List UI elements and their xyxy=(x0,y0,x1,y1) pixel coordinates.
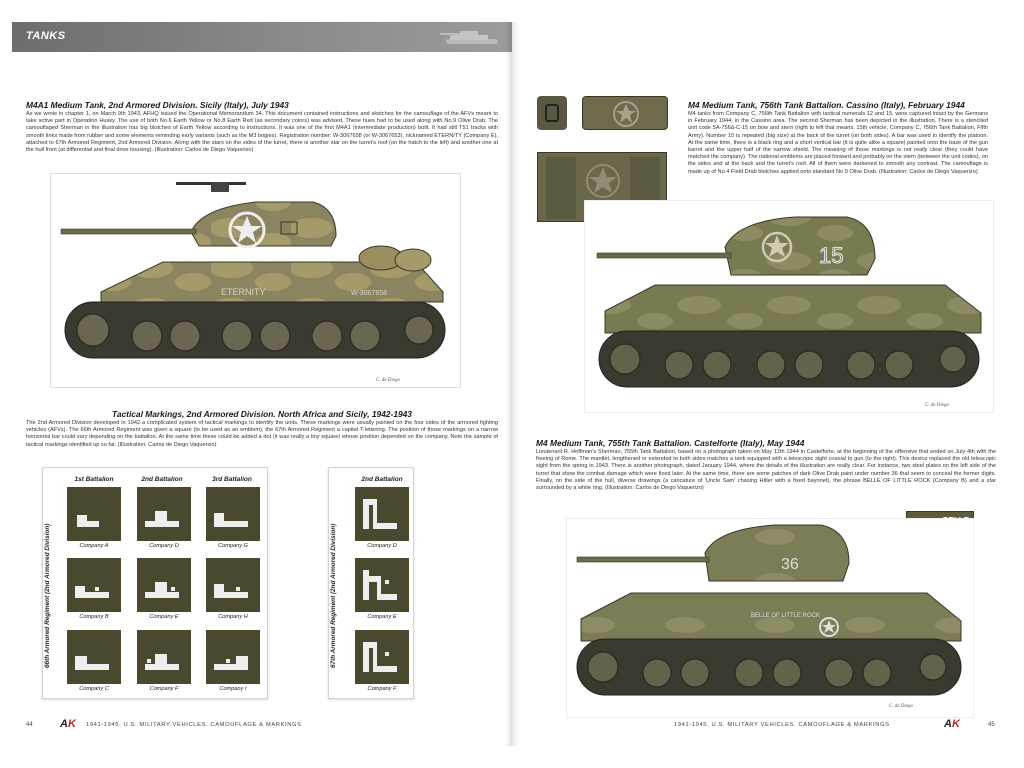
marking-square-1st-bn xyxy=(67,487,121,541)
illustrator-signature: C. de Diego xyxy=(888,704,913,709)
battalion-header: 3rd Battalion xyxy=(212,476,252,483)
company-label: Company F xyxy=(367,686,397,692)
battalion-header: 2nd Battalion xyxy=(141,476,183,483)
ak-logo: AK xyxy=(60,718,76,730)
company-label: Company E xyxy=(149,614,179,620)
marking-square-2nd-bn xyxy=(137,558,191,612)
battalion-header: 2nd Battalion xyxy=(361,476,403,483)
regiment-label-66th: 66th Armored Regiment (2nd Armored Division) xyxy=(44,523,51,668)
article-title: M4A1 Medium Tank, 2nd Armored Division. Sicily (Italy), July 1943 xyxy=(26,100,289,110)
spine-gutter xyxy=(505,22,519,746)
illustrator-signature: C. de Diego xyxy=(924,403,949,408)
company-label: Company A xyxy=(79,543,109,549)
company-label: Company I xyxy=(219,686,247,692)
article-title: M4 Medium Tank, 756th Tank Battalion. Cassino (Italy), February 1944 xyxy=(688,100,965,110)
article-body: Lieutenant R. Hoffman's Sherman, 755th Tank Battalion, based on a photograph taken on May 12th 1944 in Castelforte, at the beginning of the offensive that ended on July 4th with the freeing of Rome. The mantlet, lengthened or extended to both sides matches a tank equipped with a telescopic sight coaxial to gun (to the right). This device replaced the old telescopic sight from the spring in 1943. There is another photograph, dated January 1944, where the details of the illustration are really clear. For instance, two steel plates on the left side of the turret that show the combat damage which were fixed later. At the same time, there are some patches of dark Olive Drab paint under number 36 that seem to conceal the former digits. Finally, on the side of the hull, diverse drawings (a caricature of 'Uncle Sam' chasing Hitler with a fixed bayonet), the phrase BELLE OF LITTLE ROCK (Company B) and a star surrounded by a white ring. (Illustration: Carlos de Diego Vaquerizo) xyxy=(536,449,996,492)
company-label: Company G xyxy=(218,543,248,549)
footer-title: 1941-1945. U.S. MILITARY VEHICLES. CAMOUFLAGE & MARKINGS xyxy=(86,722,302,728)
marking-t-2nd-bn xyxy=(355,630,409,684)
marking-square-1st-bn xyxy=(67,558,121,612)
company-label: Company H xyxy=(218,614,248,620)
company-label: Company D xyxy=(149,543,179,549)
m4a1-tank-drawing xyxy=(51,174,460,387)
marking-square-3rd-bn xyxy=(206,630,260,684)
marking-t-2nd-bn xyxy=(355,558,409,612)
company-label: Company E xyxy=(367,614,397,620)
turret-number-text: 36 xyxy=(781,556,799,573)
illustrator-signature: C. de Diego xyxy=(375,378,400,383)
marking-t-2nd-bn xyxy=(355,487,409,541)
hull-reg-text: W-3067658 xyxy=(351,290,388,297)
detail-gun-shield xyxy=(537,96,567,130)
marking-square-2nd-bn xyxy=(137,630,191,684)
page-number: 45 xyxy=(988,722,995,728)
turret-number-text: 15 xyxy=(819,243,844,268)
m4-755th-tank-drawing xyxy=(567,519,973,717)
company-label: Company C xyxy=(79,686,109,692)
article-body: As we wrote in chapter 1, on March 9th 1943, AFHQ issued the Operational Memorandum 34. This document contained instructions and sketches for the camouflage of the AFVs meant to take active part in Operation Husky. The use of both No.6 Earth Yellow or No.8 Earth Red (as secondary colors) was advised. These hues had to be used along with No.9 Olive Drab. The camouflaged Sherman in the illustration has big blotches of Earth Yellow according to instructions. It was one of the first M4A1 (intermediate production) built. It had still T51 tracks with smooth links made from rubber and some elements reminding early variants (such as the M3 bogies). Registration number: W-3067658 (or W-3067653), nicknamed ETERNITY (Company E), attached to 67th Armored Regiment, 2nd Armored Division. Along with the stars on the sides of the turret, there is another star on the turret's roof (on the hatch to the left) and another one at the hull front (at differential and final drive housing). (Illustration: Carlos de Diego Vaquerizo) xyxy=(26,111,498,154)
marking-square-1st-bn xyxy=(67,630,121,684)
hull-phrase-text: BELLE OF LITTLE ROCK xyxy=(751,613,821,619)
battalion-header: 1st Battalion xyxy=(74,476,114,483)
tank-silhouette-icon xyxy=(440,30,504,46)
illustration-m4a1-sherman xyxy=(50,173,461,388)
marking-square-3rd-bn xyxy=(206,487,260,541)
company-label: Company D xyxy=(367,543,397,549)
article-body: The 2nd Armored Division developed in 1942 a complicated system of tactical markings to identify the units. These markings were usually painted on the four sides of the armored fighting vehicles (AFVs). The 66th Armored Regiment was given a square (to be used as an emblem), the 67th Armored Regiment a capital T-lettering. The position of those markings on a narrow horizontal bar could vary depending on the battalion. At the same time these could be added a dot (it was really a tiny square) whose position depended on the company. Note the sample of tactical markings identified up so far. (Illustration: Carlos de Diego Vaquerizo) xyxy=(26,420,498,448)
m4-756th-tank-drawing xyxy=(585,201,993,412)
footer-title: 1941-1945. U.S. MILITARY VEHICLES. CAMOUFLAGE & MARKINGS xyxy=(674,722,890,728)
company-label: Company B xyxy=(79,614,109,620)
section-header-bar xyxy=(12,22,512,52)
marking-square-3rd-bn xyxy=(206,558,260,612)
page-number: 44 xyxy=(26,722,33,728)
article-title: M4 Medium Tank, 755th Tank Battalion. Castelforte (Italy), May 1944 xyxy=(536,438,805,448)
article-body: M4 tanks from Company C, 756th Tank Battalion with tactical numerals 12 and 15, were captured intact by the Germans in February 1944, in the Cassino area. The second Sherman has been depicted in the illustration. There is a stenciled unit code 5A-756∆-C-15 on bow and stern (right to left that means: 15th vehicle, Company C, 756th Tank Battalion, Fifth Army). Number 15 is repeated (big size) at the back of the turret (on both sides). A bar was used to identify the platoon. At the same time, there is a black ring and a short vertical bar (it is quite alike a square) painted onto the base of the gun barrel and the upper half of the narrow shield. The meaning of those markings is not really clear (they could have matched the company). The national emblems are placed forward and probably on the stern (between the unit codes), on the sides and at the back and the turret's roof. All of them were darkened to smooth any contrast. The camouflage is made up of No.4 Field Drab blotches applied onto standard No.9 Olive Drab. (Illustration: Carlos de Diego Vaquerizo) xyxy=(688,111,988,175)
hull-name-text: ETERNITY xyxy=(221,287,266,297)
detail-hull-panel xyxy=(582,96,668,130)
ak-logo: AK xyxy=(944,718,960,730)
illustration-m4-756th-sherman xyxy=(584,200,994,413)
section-label: TANKS xyxy=(26,30,66,42)
company-label: Company F xyxy=(149,686,179,692)
star-icon xyxy=(583,97,669,131)
regiment-label-67th: 67th Armored Regiment (2nd Armored Division) xyxy=(330,523,337,668)
illustration-m4-755th-sherman xyxy=(566,518,974,718)
marking-square-2nd-bn xyxy=(137,487,191,541)
article-title: Tactical Markings, 2nd Armored Division. North Africa and Sicily, 1942-1943 xyxy=(112,409,412,419)
